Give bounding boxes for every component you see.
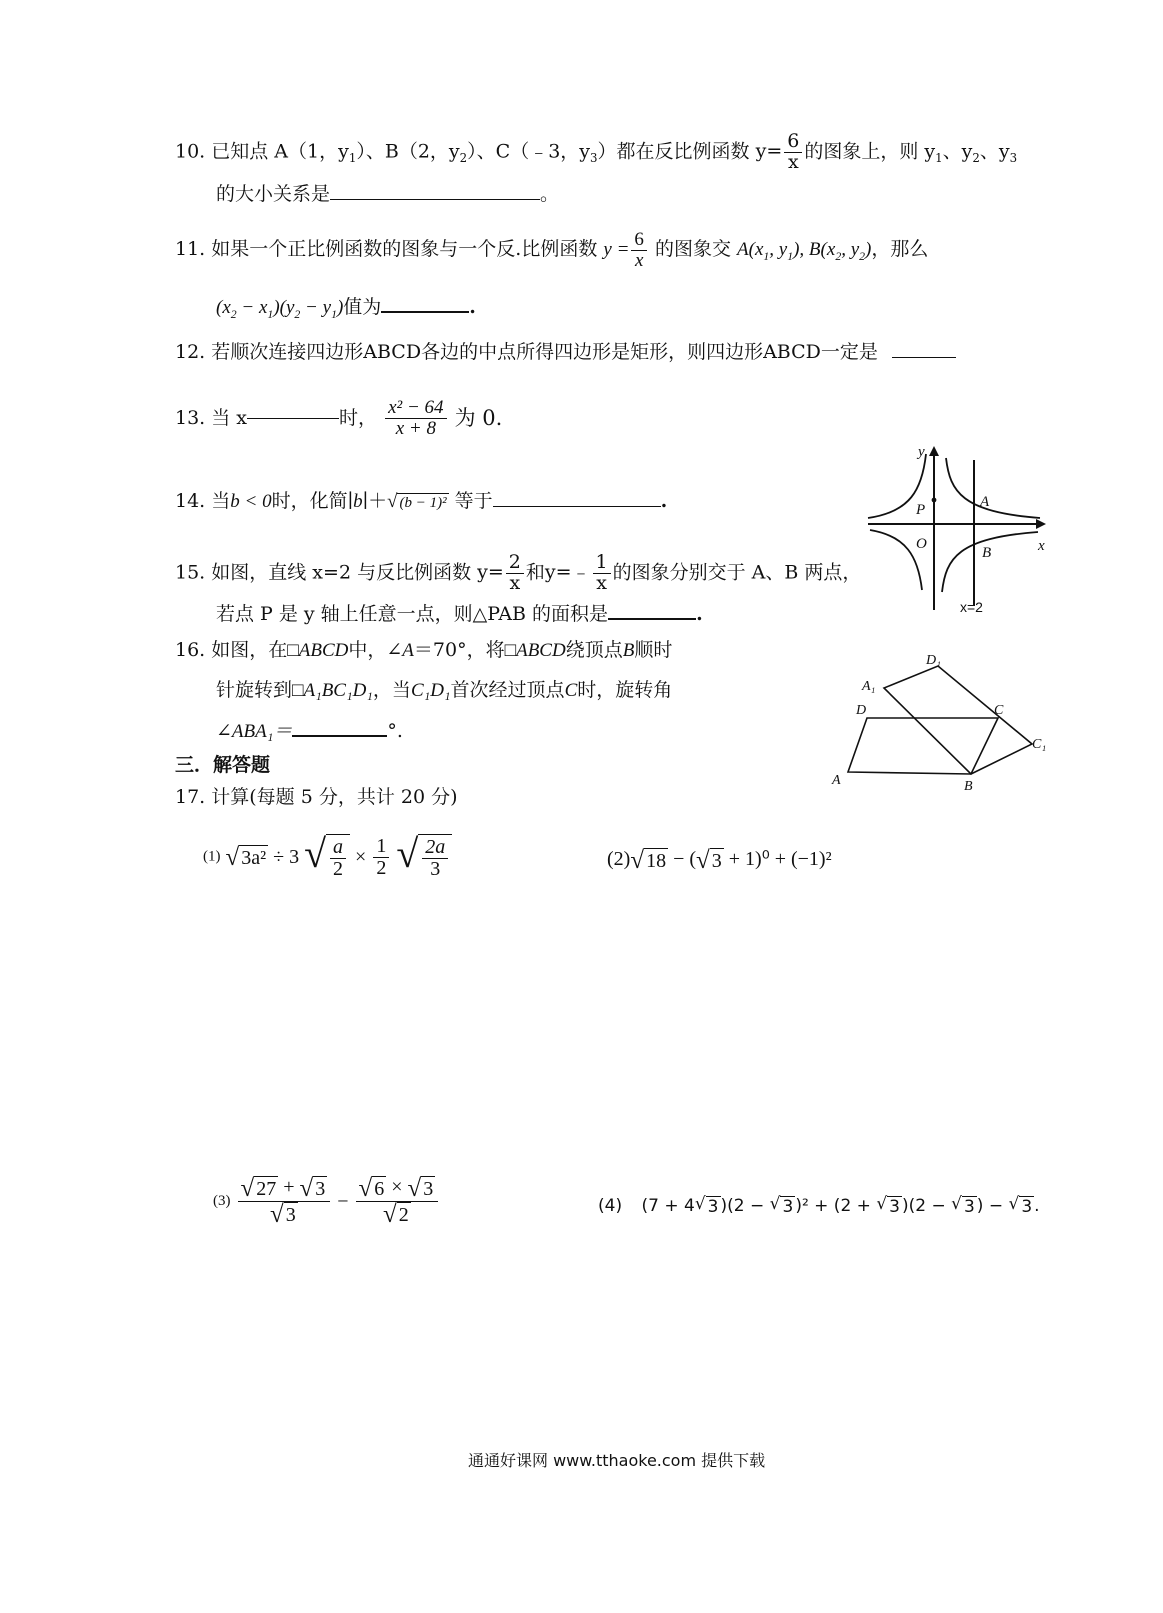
q17-p4-r2-body: 3 [782, 1197, 794, 1217]
q16-para1: □ABCD [287, 640, 349, 661]
q10-text: 已知点 A（1，y [211, 140, 349, 163]
q17-p4-r5-body: 3 [1021, 1197, 1033, 1217]
q17-p2-rest: + 1)⁰ + (−1)² [723, 848, 832, 871]
q17-p2-sqrt3: √ 3 [696, 847, 722, 874]
q11-expr-b: − x [236, 297, 268, 318]
question-13 [175, 398, 502, 439]
q11-func-lhs: y = [603, 238, 630, 260]
q11-pt-a: A(x [737, 238, 764, 260]
q17-p3-label: (3) [213, 1193, 231, 1209]
parallelogram-a1bc1d1 [884, 666, 1032, 774]
q10-text-d: ）都在反比例函数 [597, 140, 750, 163]
q17-part2 [607, 848, 832, 873]
q17-p4-r1-body: 3 [707, 1197, 719, 1217]
q17-p1-div: ÷ 3 [273, 846, 300, 868]
section-3-heading: 三．解答题 [175, 754, 271, 776]
q11-pt-e: ) [865, 238, 872, 260]
q17-p3-frac2 [356, 1176, 439, 1227]
q17-p3-minus: − [337, 1190, 349, 1213]
q17-p1-frac-den: 2 [333, 858, 344, 880]
curve-2-over-x-q1 [946, 458, 1040, 518]
q17-p3-num2-times: × [386, 1176, 408, 1199]
q10-text-g: 、y [979, 140, 1010, 163]
q10-sub1b: 1 [935, 151, 943, 166]
q16-answer-blank[interactable] [292, 735, 387, 737]
q17-p1-sqrt2: √ $\frac{a}{2}$ [304, 834, 350, 880]
q16-para2: □ABCD [504, 640, 566, 661]
q16-line1-e: 顺时 [634, 639, 673, 661]
label-o: O [916, 536, 927, 552]
q17-p4-r1: √ 3 [694, 1194, 719, 1217]
q17-p2-label: (2) [607, 848, 631, 871]
question-10-line2 [216, 185, 559, 204]
q17-p4-r3-body: 3 [889, 1197, 900, 1217]
q17-p4-end: . [1034, 1196, 1040, 1216]
label-x-equals-2: x=2 [960, 599, 983, 615]
q17-p2-sqrt3-body: 3 [711, 850, 722, 872]
label-b: B [964, 779, 973, 794]
figure-15-hyperbola [862, 440, 1052, 620]
q15-answer-blank[interactable] [608, 618, 696, 620]
q10-line2-text: 的大小关系是 [216, 183, 331, 205]
q11-text-a: 如果一个正比例函数的图象与一个反 [211, 237, 516, 260]
q14-answer-blank[interactable] [493, 506, 661, 507]
q11-answer-blank[interactable] [381, 311, 469, 313]
q11-end: . [469, 296, 476, 318]
q11-points: $A(x_1$, $y_1$), $B(x_2$, $y_2$) [737, 238, 872, 263]
q13-frac-den: x + 8 [395, 417, 436, 439]
question-16-line3 [216, 722, 403, 741]
q17-p3-num-plus: + [278, 1176, 300, 1199]
q17-p1-frac-num: a [330, 837, 346, 859]
q15-f1-frac [506, 553, 524, 594]
q13-number: 13. [175, 406, 206, 429]
q10-text-e: 的图象上，则 y [804, 140, 936, 163]
q10-sub2b: 2 [972, 151, 980, 166]
q11-pt-b: , y [769, 238, 788, 260]
label-a: A [980, 494, 990, 510]
question-12 [175, 343, 956, 362]
q10-sub3: 3 [590, 151, 598, 166]
q15-number: 15. [175, 561, 206, 584]
q11-func-frac [631, 230, 647, 271]
q17-p4-r2: √ 3 [769, 1194, 794, 1217]
curve-neg1-over-x-q4 [942, 532, 1038, 592]
q17-p1-sqrt3-num: 2a [422, 837, 448, 859]
q17-part1 [203, 831, 452, 880]
q17-part3 [213, 1176, 440, 1227]
q17-p2-sqrt18-body: 18 [646, 850, 667, 872]
q11-function [603, 229, 649, 271]
q17-p1-sqrt1: √ 3a² [225, 843, 267, 871]
label-p: P [916, 502, 926, 518]
q17-p4-r4-body: 3 [963, 1197, 975, 1217]
q10-sub2: 2 [459, 151, 468, 166]
q14-sqrt: √ (b − 1)² [387, 490, 447, 512]
q15-f1-num: 2 [506, 553, 524, 574]
q15-f2-lhs: y=﹣ [544, 561, 591, 584]
q11-func-num: 6 [631, 230, 647, 251]
q17-p2-sqrt18: √ 18 [630, 847, 667, 874]
q16-line3-b: °. [387, 720, 403, 742]
q17-p1-sqrt3: √ $\frac{2a}{3}$ [396, 834, 452, 880]
q11-pt-c: ), B(x [793, 238, 836, 260]
q16-para3: □A₁BC₁D₁ [292, 680, 373, 701]
q10-func-lhs: y= [755, 140, 783, 163]
q17-p3-sqrt3c: √ 3 [407, 1175, 434, 1202]
question-15-line2 [216, 605, 703, 624]
q17-p4-label: (4) [598, 1196, 623, 1216]
q17-p2-mid: − ( [668, 848, 697, 871]
q17-p1-times: × [355, 846, 367, 868]
q17-p3-den2: 2 [398, 1204, 409, 1226]
q17-p3-num-a: 27 [256, 1178, 277, 1200]
q10-function [755, 130, 805, 173]
q15-func2 [544, 551, 613, 594]
q11-expr: $(x_2 - x_1)(y_2 - y_1)$ [216, 297, 344, 321]
label-c1: C₁ [1032, 737, 1047, 752]
q17-p4-expr-c: )² + (2 + [795, 1196, 877, 1216]
q16-number: 16. [175, 639, 206, 661]
q14-text-b: 时，化简∣ [271, 490, 354, 512]
q17-p3-den: 3 [285, 1204, 296, 1226]
q13-frac-num: x² − 64 [385, 398, 446, 419]
q17-p3-sqrt27: √ 27 [240, 1175, 277, 1202]
q11-dot: . [515, 237, 522, 260]
q17-part4 [598, 1196, 1040, 1216]
q17-p4-r3: √ 3 [876, 1194, 900, 1217]
q11-expr-e: ) [336, 297, 344, 318]
q15-line2-text: 若点 P 是 y 轴上任意一点，则△PAB 的面积是 [216, 603, 609, 625]
q15-f1-lhs: y= [477, 561, 504, 584]
q17-p3-num-b: 3 [315, 1178, 326, 1200]
q15-text-b: 的图象分别交于 A、B 两点， [612, 561, 862, 584]
q10-text-f: 、y [942, 140, 973, 163]
q11-pt-d: , y [841, 238, 860, 260]
q17-p1-sqrt3-den: 3 [430, 858, 441, 880]
question-16-line2 [216, 681, 672, 700]
q11-func-den: x [634, 249, 644, 271]
q11-number: 11. [175, 237, 206, 260]
q16-line2-a: 针旋转到 [216, 679, 293, 701]
curve-2-over-x-q3 [870, 530, 922, 590]
q17-p1-frac3 [422, 837, 448, 880]
question-11-line2 [216, 296, 476, 321]
q17-p3-sqrt6: √ 6 [358, 1175, 385, 1202]
q17-p4-expr-b: )(2 − [720, 1196, 770, 1216]
q17-p1-frac [330, 837, 346, 880]
question-16 [175, 641, 672, 660]
label-a: A [832, 773, 841, 788]
q14-end: . [660, 490, 668, 512]
q17-title: 17. 计算(每题 5 分，共计 20 分) [175, 786, 458, 808]
q16-line2-d: 时，旋转角 [577, 679, 673, 701]
q17-p1-half-den: 2 [376, 856, 387, 879]
label-a1: A₁ [862, 679, 876, 694]
q10-sub1: 1 [348, 151, 357, 166]
q16-pt-b: B [622, 640, 635, 661]
q16-line2-c: 首次经过顶点 [450, 679, 565, 701]
label-b: B [982, 545, 992, 561]
q10-func-num: 6 [784, 132, 802, 153]
q17-p3-frac1 [238, 1176, 331, 1227]
q17-p3-sqrt3b: √ 3 [270, 1201, 296, 1228]
q17-p3-sqrt2: √ 2 [383, 1201, 409, 1228]
q10-func-frac [784, 132, 802, 173]
q13-fraction [385, 398, 446, 439]
q17-p4-expr-a: (7 + 4 [641, 1196, 695, 1216]
q17-p1-half [373, 836, 389, 879]
q16-line1-c: ＝70°，将 [413, 639, 505, 661]
label-y: y [918, 444, 925, 460]
question-15 [175, 553, 861, 594]
q16-line1-a: 如图，在 [211, 639, 288, 661]
q11-text-b: 比例函数 [521, 237, 598, 260]
q15-func1 [477, 551, 526, 594]
figure-16-parallelogram [826, 648, 1056, 796]
q17-p4-r4: √ 3 [951, 1194, 975, 1217]
q16-c1d1: C₁D₁ [410, 680, 451, 701]
q15-f2-num: 1 [593, 553, 611, 574]
y-axis-arrow-icon [929, 446, 939, 456]
q16-line1-b: 中， [348, 639, 387, 661]
q11-expr-c: )(y [273, 297, 295, 318]
q16-line3-a: ∠ABA₁＝ [216, 721, 293, 742]
q17-p1-half-num: 1 [373, 836, 389, 858]
q13-text-c: 为 0. [454, 405, 503, 430]
q14-var-b: b [353, 491, 363, 512]
q11-text-d: ，那么 [871, 237, 929, 260]
q10-end: 。 [540, 183, 560, 205]
q17-p3-num2-b: 3 [423, 1178, 434, 1200]
q17-p3-sqrt3a: √ 3 [299, 1175, 326, 1202]
q14-text-d: 等于 [454, 490, 493, 512]
q10-answer-blank[interactable] [330, 199, 540, 200]
q15-end: . [696, 603, 703, 625]
question-10 [175, 132, 1017, 173]
q12-text: 若顺次连接四边形ABCD各边的中点所得四边形是矩形，则四边形ABCD一定是 [211, 341, 878, 363]
q17-p4-r5: √ 3 [1008, 1194, 1033, 1217]
page-footer: 通通好课网 www.tthaoke.com 提供下载 [468, 1451, 766, 1470]
q15-and: 和 [525, 561, 545, 584]
label-x: x [1038, 538, 1045, 554]
q10-text-b: ）、B（2，y [356, 140, 460, 163]
question-11 [175, 230, 928, 271]
point-p-dot [932, 498, 937, 503]
q17-p4-expr-d: )(2 − [901, 1196, 952, 1216]
q16-line2-b: ，当 [372, 679, 411, 701]
label-d1: D₁ [926, 653, 941, 668]
q14-text-c: ∣＋ [362, 490, 388, 512]
q13-text-b: 时， [339, 406, 378, 429]
q17-p3-num2-a: 6 [374, 1178, 385, 1200]
q10-number: 10. [175, 140, 206, 163]
q13-answer-blank[interactable] [247, 418, 339, 419]
q16-angle: ∠A [386, 640, 414, 661]
q12-answer-blank[interactable] [892, 357, 956, 358]
q16-pt-c: C [564, 680, 578, 701]
label-d: D [856, 703, 867, 718]
q15-f2-frac [593, 553, 611, 594]
q10-sub3b: 3 [1009, 151, 1018, 166]
q14-text-a: 当 [211, 490, 231, 512]
q15-f1-den: x [509, 571, 521, 594]
q11-expr-d: − y [300, 297, 332, 318]
q15-text-a: 如图，直线 x=2 与反比例函数 [211, 561, 472, 584]
q14-number: 14. [175, 490, 206, 512]
q16-line1-d: 绕顶点 [565, 639, 623, 661]
q11-text-c: 的图象交 [654, 237, 731, 260]
q17-p1-label: (1) [203, 848, 221, 865]
q17-p1-sqrt1-body: 3a² [241, 846, 267, 869]
label-c: C [994, 703, 1004, 718]
q17-p4-expr-e: ) − [976, 1196, 1009, 1216]
q15-f2-den: x [596, 571, 607, 594]
q14-sqrt-body: (b − 1)² [399, 494, 447, 511]
q10-func-den: x [787, 150, 799, 173]
q14-condition: b < 0 [230, 491, 272, 512]
question-14 [175, 492, 667, 511]
q11-text-e: 值为 [343, 296, 382, 318]
q13-text-a: 当 x [211, 406, 248, 429]
q10-text-c: ）、C（﹣3，y [467, 140, 591, 163]
x-axis-arrow-icon [1036, 519, 1046, 529]
q12-number: 12. [175, 341, 206, 363]
q11-expr-a: (x [216, 297, 231, 318]
